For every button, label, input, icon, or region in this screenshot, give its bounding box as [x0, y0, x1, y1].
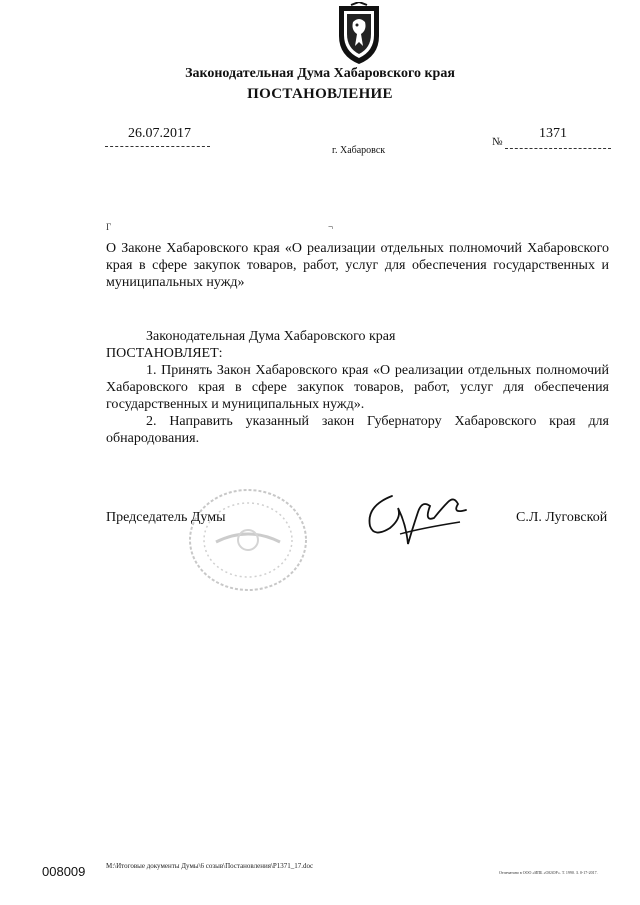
organization-name: Законодательная Дума Хабаровского края	[185, 66, 455, 81]
city: г. Хабаровск	[332, 145, 386, 156]
number-sign: №	[492, 136, 503, 148]
corner-mark-left: Г	[106, 222, 112, 232]
signatory-name: С.Л. Луговской	[516, 510, 608, 525]
document-subject: О Законе Хабаровского края «О реализации отдельных полномочий Хабаровского края в сфере закупок товаров, работ, услуг для обеспечения государственных и муниципальных нужд»	[106, 241, 609, 290]
registration-number: 008009	[42, 864, 86, 879]
body-decree: ПОСТАНОВЛЯЕТ:	[106, 346, 223, 361]
number-underline	[505, 148, 611, 149]
body-item-1: 1. Принять Закон Хабаровского края «О реализации отдельных полномочий Хабаровского края в сфере закупок товаров, работ, услуг для обеспечения государственных и муниципальных нужд».	[106, 363, 609, 412]
body-intro: Законодательная Дума Хабаровского края	[146, 329, 396, 344]
coat-of-arms-icon	[333, 2, 385, 66]
seal-stamp	[186, 486, 310, 594]
document-date: 26.07.2017	[128, 126, 191, 141]
document-number: 1371	[539, 126, 567, 141]
body-item-2: 2. Направить указанный закон Губернатору Хабаровского края для обнародования.	[106, 414, 609, 446]
printing-note: Отпечатано в ООО «ИПБ «ОБЗОР». Т. 1990. З. 0-17-2017.	[499, 870, 598, 875]
file-path: М:\Итоговые документы Думы\6 созыв\Постановления\P1371_17.doc	[106, 862, 314, 870]
document-type: ПОСТАНОВЛЕНИЕ	[247, 86, 393, 102]
corner-mark-right: ¬	[328, 222, 334, 232]
signatory-title: Председатель Думы	[106, 510, 226, 525]
document-body	[106, 328, 609, 447]
handwritten-signature	[362, 488, 480, 556]
date-underline	[105, 146, 210, 147]
